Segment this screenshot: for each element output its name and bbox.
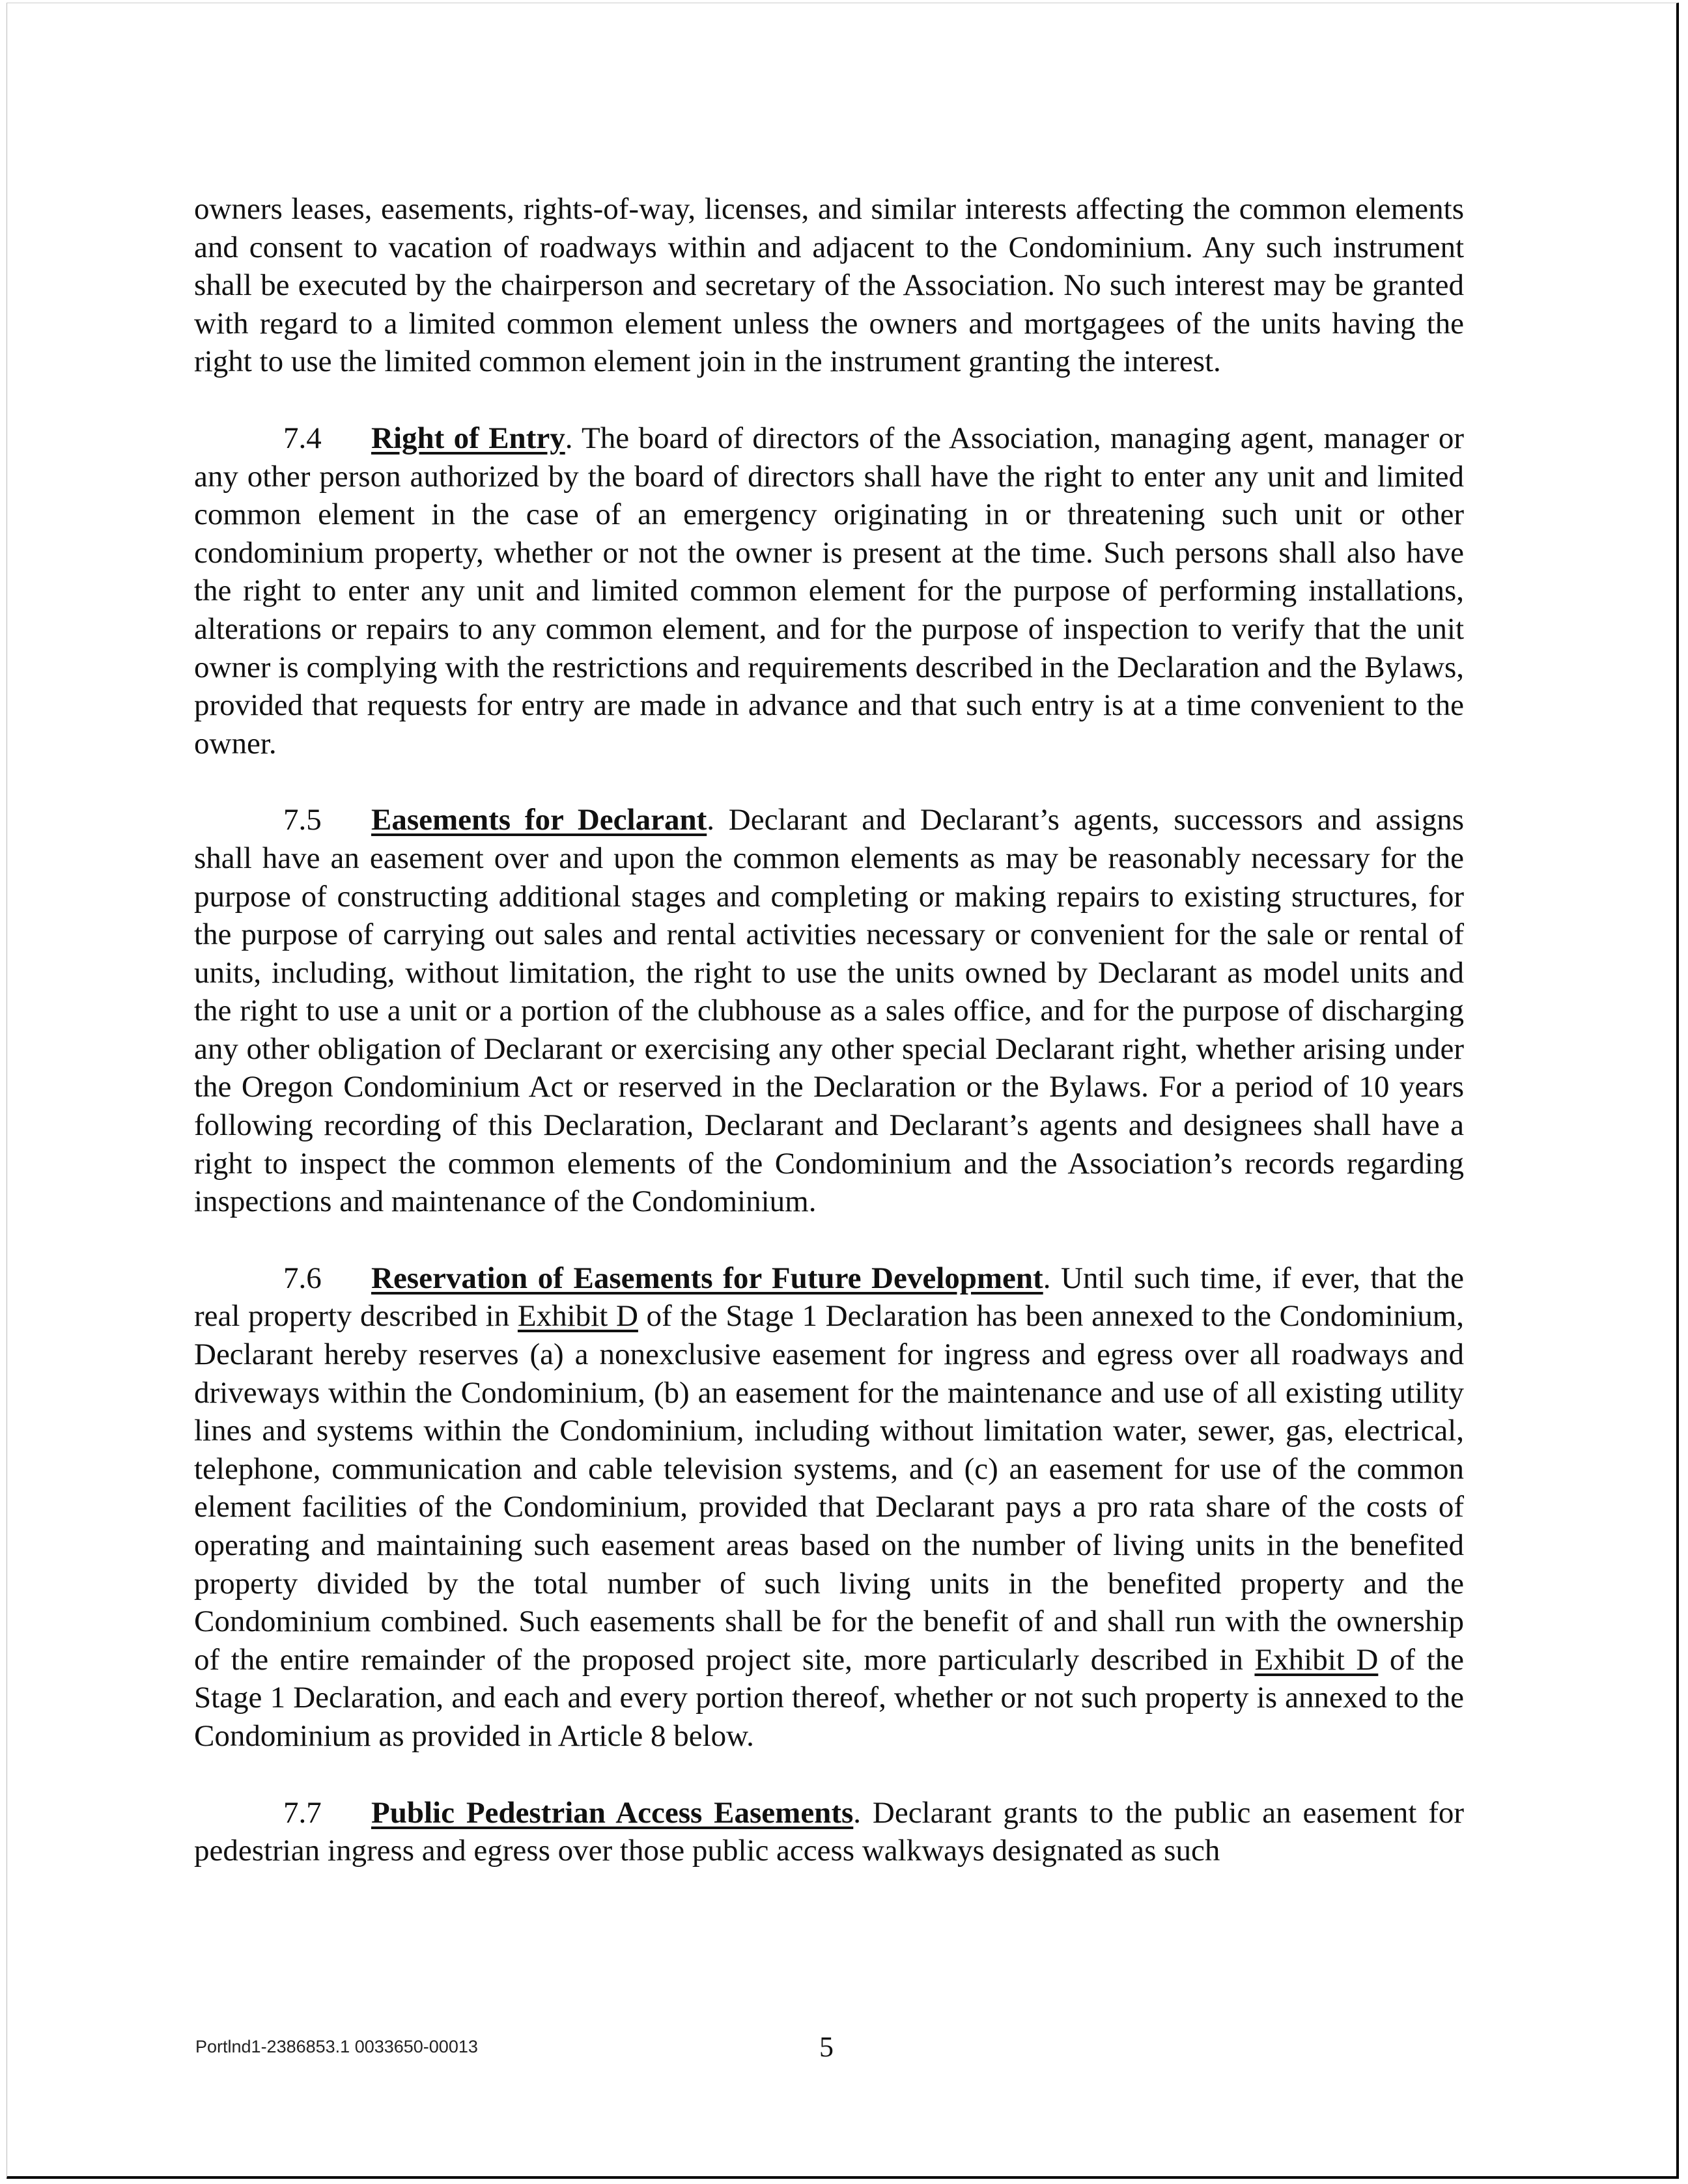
exhibit-reference: Exhibit D bbox=[1254, 1642, 1379, 1677]
paragraph-7-4 bbox=[194, 419, 1464, 763]
section-body-part-c: of the Stage 1 Declaration, and each and every portion thereof, whether or not such property is annexed to the Condominium as provided in Article 8 below. bbox=[194, 1642, 1464, 1753]
section-heading: Right of Entry bbox=[371, 421, 565, 455]
paragraph-7-6 bbox=[194, 1259, 1464, 1756]
section-body: . The board of directors of the Association, managing agent, manager or any other person authorized by the board of directors shall have the right to enter any unit and limited common element in the case of an emergency originating in or threatening such unit or other condominium property, whether or not the owner is present at the time. Such persons shall also have the right to enter any unit and limited common element for the purpose of performing installations, alterations or repairs to any common element, and for the purpose of inspection to verify that the unit owner is complying with the restrictions and requirements described in the Declaration and the Bylaws, provided that requests for entry are made in advance and that such entry is at a time convenient to the owner. bbox=[194, 421, 1464, 761]
section-body-part-a: . Until such time, if ever, that the real property described in bbox=[194, 1261, 1464, 1334]
section-number: 7.4 bbox=[283, 421, 322, 455]
section-number: 7.7 bbox=[283, 1795, 322, 1830]
section-heading: Reservation of Easements for Future Development bbox=[371, 1261, 1043, 1295]
section-body: . Declarant grants to the public an easement for pedestrian ingress and egress over those public access walkways designated as such bbox=[194, 1795, 1464, 1868]
footer-document-id: Portlnd1-2386853.1 0033650-00013 bbox=[195, 2037, 478, 2056]
paragraph-7-3-continued: owners leases, easements, rights-of-way, licenses, and similar interests affecting the common elements and consent to vacation of roadways within and adjacent to the Condominium. Any such instrument shall be executed by the chairperson and secretary of the Association. No such interest may be granted with regard to a limited common element unless the owners and mortgagees of the units having the right to use the limited common element join in the instrument granting the interest. bbox=[194, 192, 1464, 379]
section-heading: Public Pedestrian Access Easements bbox=[371, 1795, 854, 1830]
paragraph-7-5 bbox=[194, 801, 1464, 1221]
section-heading: Easements for Declarant bbox=[371, 803, 707, 837]
document-body bbox=[194, 190, 1464, 1909]
exhibit-reference: Exhibit D bbox=[517, 1299, 638, 1334]
section-body: . Declarant and Declarant’s agents, successors and assigns shall have an easement over and upon the common elements as may be reasonably necessary for the purpose of constructing additional stages and completing or making repairs to existing structures, for the purpose of carrying out sales and rental activities necessary or convenient for the sale or rental of units, including, without limitation, the right to use the units owned by Declarant as model units and the right to use a unit or a portion of the clubhouse as a sales office, and for the purpose of discharging any other obligation of Declarant or exercising any other special Declarant right, whether arising under the Oregon Condominium Act or reserved in the Declaration or the Bylaws. For a period of 10 years following recording of this Declaration, Declarant and Declarant’s agents and designees shall have a right to inspect the common elements of the Condominium and the Association’s records regarding inspections and maintenance of the Condominium. bbox=[194, 803, 1464, 1219]
section-body-part-b: of the Stage 1 Declaration has been annexed to the Condominium, Declarant hereby reserves (a) a nonexclusive easement for ingress and egress over all roadways and driveways within the Condominium, (b) an easement for the maintenance and use of all existing utility lines and systems within the Condominium, including without limitation water, sewer, gas, electrical, telephone, communication and cable television systems, and (c) an easement for use of the common element facilities of the Condominium, provided that Declarant pays a pro rata share of the costs of operating and maintaining such easement areas based on the number of living units in the benefited property divided by the total number of such living units in the benefited property and the Condominium combined. Such easements shall be for the benefit of and shall run with the ownership of the entire remainder of the proposed project site, more particularly described in bbox=[194, 1299, 1465, 1677]
paragraph-7-7 bbox=[194, 1794, 1464, 1870]
section-number: 7.5 bbox=[283, 803, 322, 837]
page-number: 5 bbox=[819, 2031, 834, 2063]
section-number: 7.6 bbox=[283, 1261, 322, 1295]
